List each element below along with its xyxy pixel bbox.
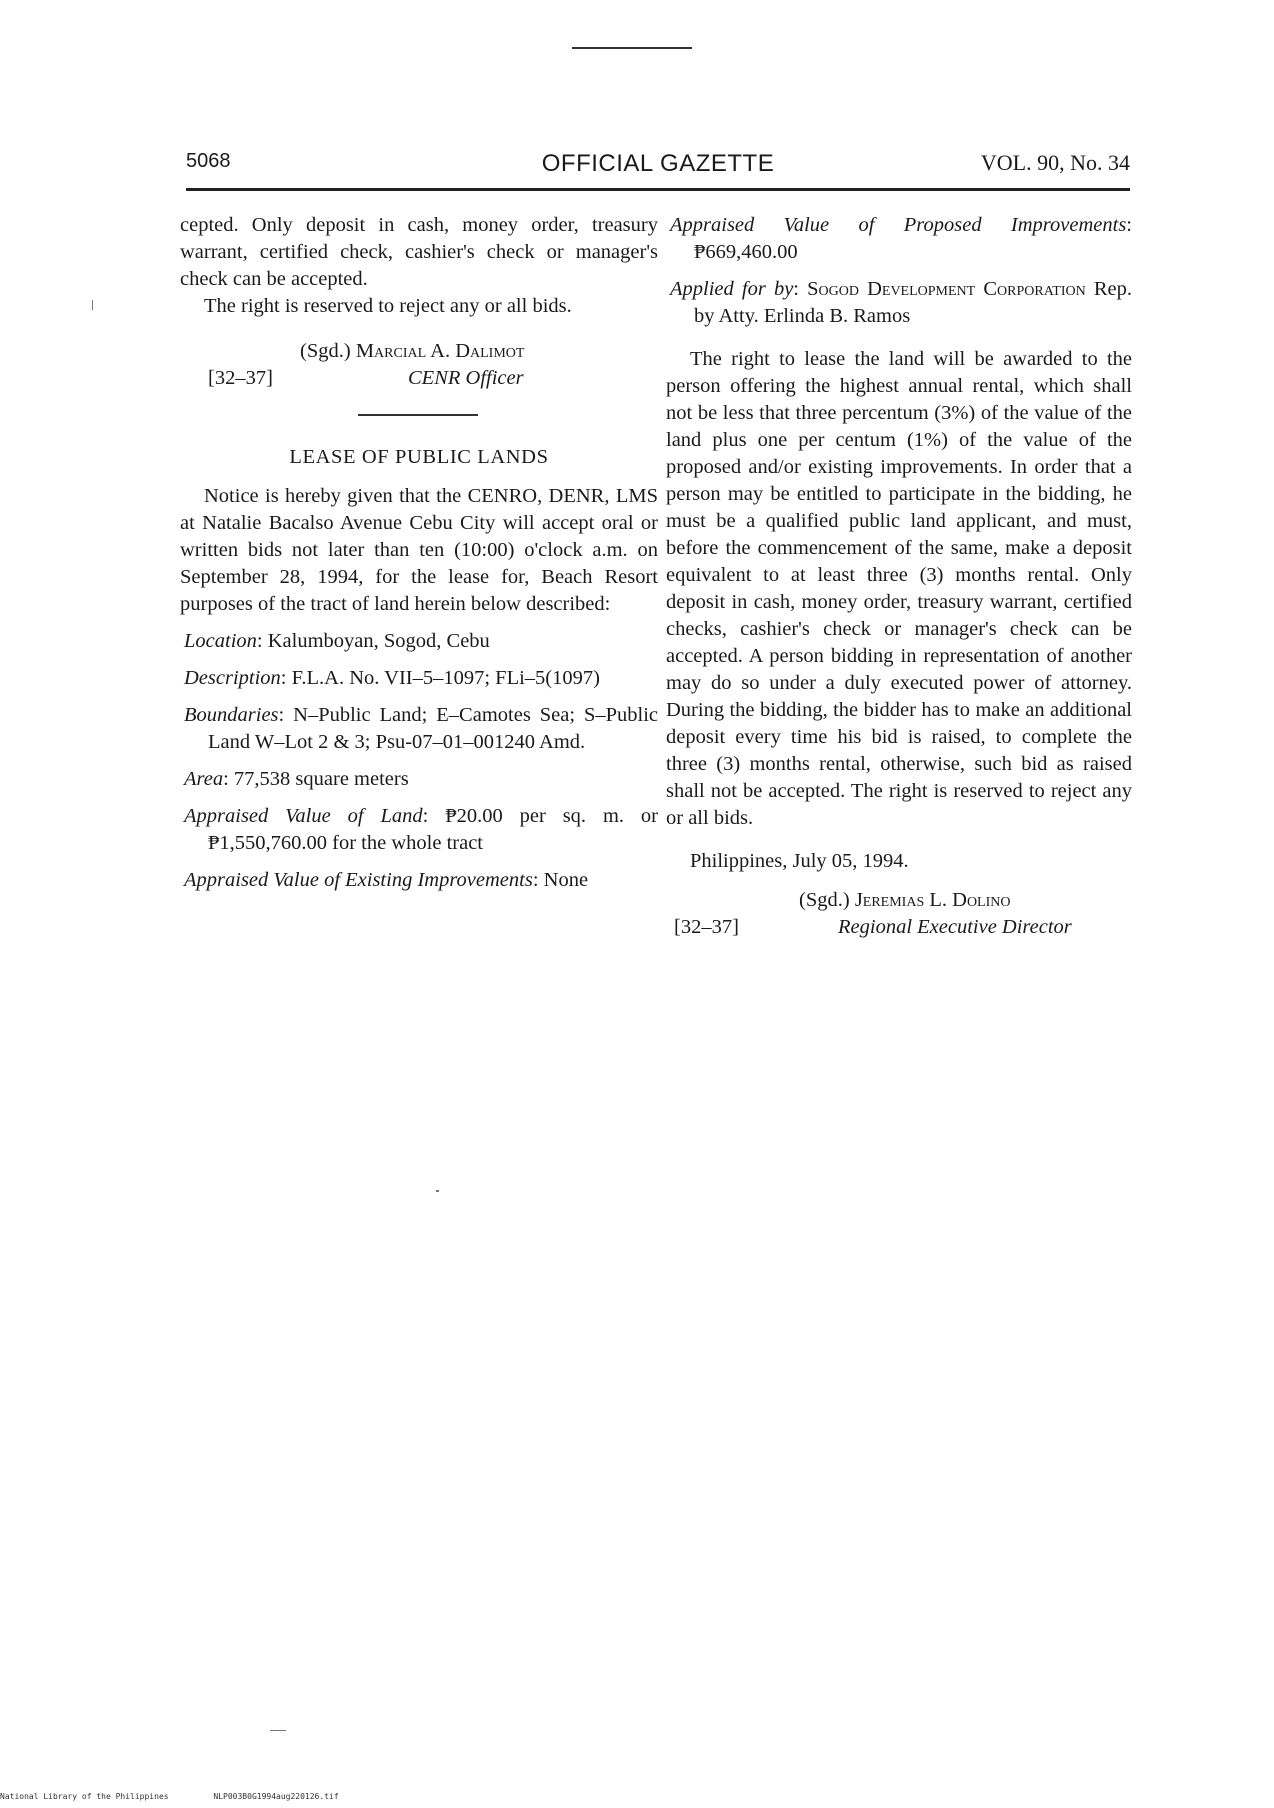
header-rule xyxy=(186,188,1130,191)
signature-block-cenr xyxy=(180,338,658,392)
volume-number: VOL. 90, No. 34 xyxy=(980,150,1130,175)
applicant-representative: Rep. by Atty. Erlinda B. Ramos xyxy=(694,278,1132,327)
signatory-title: CENR Officer xyxy=(408,367,524,389)
continued-paragraph: cepted. Only deposit in cash, money order, treasury warrant, certified check, cashier's check or manager's check can be accepted. xyxy=(180,214,658,290)
scan-footer xyxy=(0,1792,379,1801)
sgd-mark: (Sgd.) xyxy=(300,340,351,362)
location-value: : Kalumboyan, Sogod, Cebu xyxy=(256,630,490,652)
land-value-item xyxy=(180,803,658,857)
signatory-title: Regional Executive Director xyxy=(838,916,1072,938)
land-value-label: Appraised Value of Land xyxy=(184,805,423,827)
description-item xyxy=(180,665,658,692)
boundaries-label: Boundaries xyxy=(184,704,279,726)
existing-improvements-label: Appraised Value of Existing Improvements xyxy=(184,869,533,891)
proposed-improvements-item xyxy=(666,212,1132,266)
signatory-name: Jeremias L. Dolino xyxy=(854,889,1011,911)
scan-speck xyxy=(92,300,93,310)
signature-block-director xyxy=(666,887,1132,941)
applicant-organization: Sogod Development Corporation xyxy=(807,278,1086,300)
boundaries-value: : N–Public Land; E–Camotes Sea; S–Public Land W–Lot 2 & 3; Psu-07–01–001240 Amd. xyxy=(208,704,658,753)
proposed-improvements-value: : ₱669,460.00 xyxy=(694,214,1132,263)
library-credit: National Library of the Philippines xyxy=(0,1792,169,1801)
section-title: LEASE OF PUBLIC LANDS xyxy=(289,446,549,468)
existing-improvements-value: : None xyxy=(532,869,589,891)
page-number: 5068 xyxy=(186,150,231,172)
signatory-line xyxy=(799,887,1011,914)
notice-paragraph: Notice is hereby given that the CENRO, DENR, LMS at Natalie Bacalso Avenue Cebu City will accept oral or written bids not later than ten (10:00) o'clock a.m. on September 28, 1994, for the lease for, Beach Resort purposes of the tract of land herein below described: xyxy=(180,485,658,615)
area-label: Area xyxy=(184,768,224,790)
boundaries-item xyxy=(180,702,658,756)
publication-title: OFFICIAL GAZETTE xyxy=(541,150,775,177)
signatory-line xyxy=(300,338,524,365)
reserve-paragraph: The right is reserved to reject any or all bids. xyxy=(204,295,572,317)
area-value: : 77,538 square meters xyxy=(223,768,409,790)
section-divider xyxy=(358,414,478,416)
top-decorative-rule xyxy=(572,47,692,49)
signatory-name: Marcial A. Dalimot xyxy=(355,340,525,362)
area-item xyxy=(180,766,658,793)
proposed-improvements-label: Appraised Value of Proposed Improvements xyxy=(670,214,1127,236)
right-column xyxy=(666,212,1132,941)
sgd-mark: (Sgd.) xyxy=(799,889,850,911)
description-value: : F.L.A. No. VII–5–1097; FLi–5(1097) xyxy=(280,667,600,689)
terms-paragraph: The right to lease the land will be awarded to the person offering the highest annual rental, which shall not be less that three percentum (3%) of the value of the land plus one per centum (1%) of the value of the proposed and/or existing improvements. In order that a person may be entitled to participate in the bidding, he must be a qualified public land applicant, and must, before the commencement of the same, make a deposit equivalent to at least three (3) months rental. Only deposit in cash, money order, treasury warrant, certified checks, cashier's check or manager's check can be accepted. A person bidding in representation of another may do so under a duly executed power of attorney. During the bidding, the bidder has to make an additional deposit every time his bid is raised, to complete the three (3) months rental, otherwise, such bid as raised shall not be accepted. The right is reserved to reject any or all bids. xyxy=(666,348,1132,829)
location-item xyxy=(180,628,658,655)
issue-code: [32–37] xyxy=(674,916,739,938)
page-header xyxy=(186,150,1130,190)
applicant-colon: : xyxy=(793,278,808,300)
left-column xyxy=(180,212,658,894)
issue-code: [32–37] xyxy=(208,367,273,389)
land-value-value: : ₱20.00 per sq. m. or ₱1,550,760.00 for the whole tract xyxy=(208,805,658,854)
location-label: Location xyxy=(184,630,257,652)
applicant-label: Applied for by xyxy=(670,278,794,300)
scan-filename: NLP003B0G1994aug220126.tif xyxy=(213,1792,339,1801)
dateline: Philippines, July 05, 1994. xyxy=(690,850,909,872)
existing-improvements-item xyxy=(180,867,658,894)
description-label: Description xyxy=(184,667,281,689)
scan-speck xyxy=(270,1730,286,1731)
scan-speck xyxy=(436,1190,439,1192)
applicant-item xyxy=(666,276,1132,330)
